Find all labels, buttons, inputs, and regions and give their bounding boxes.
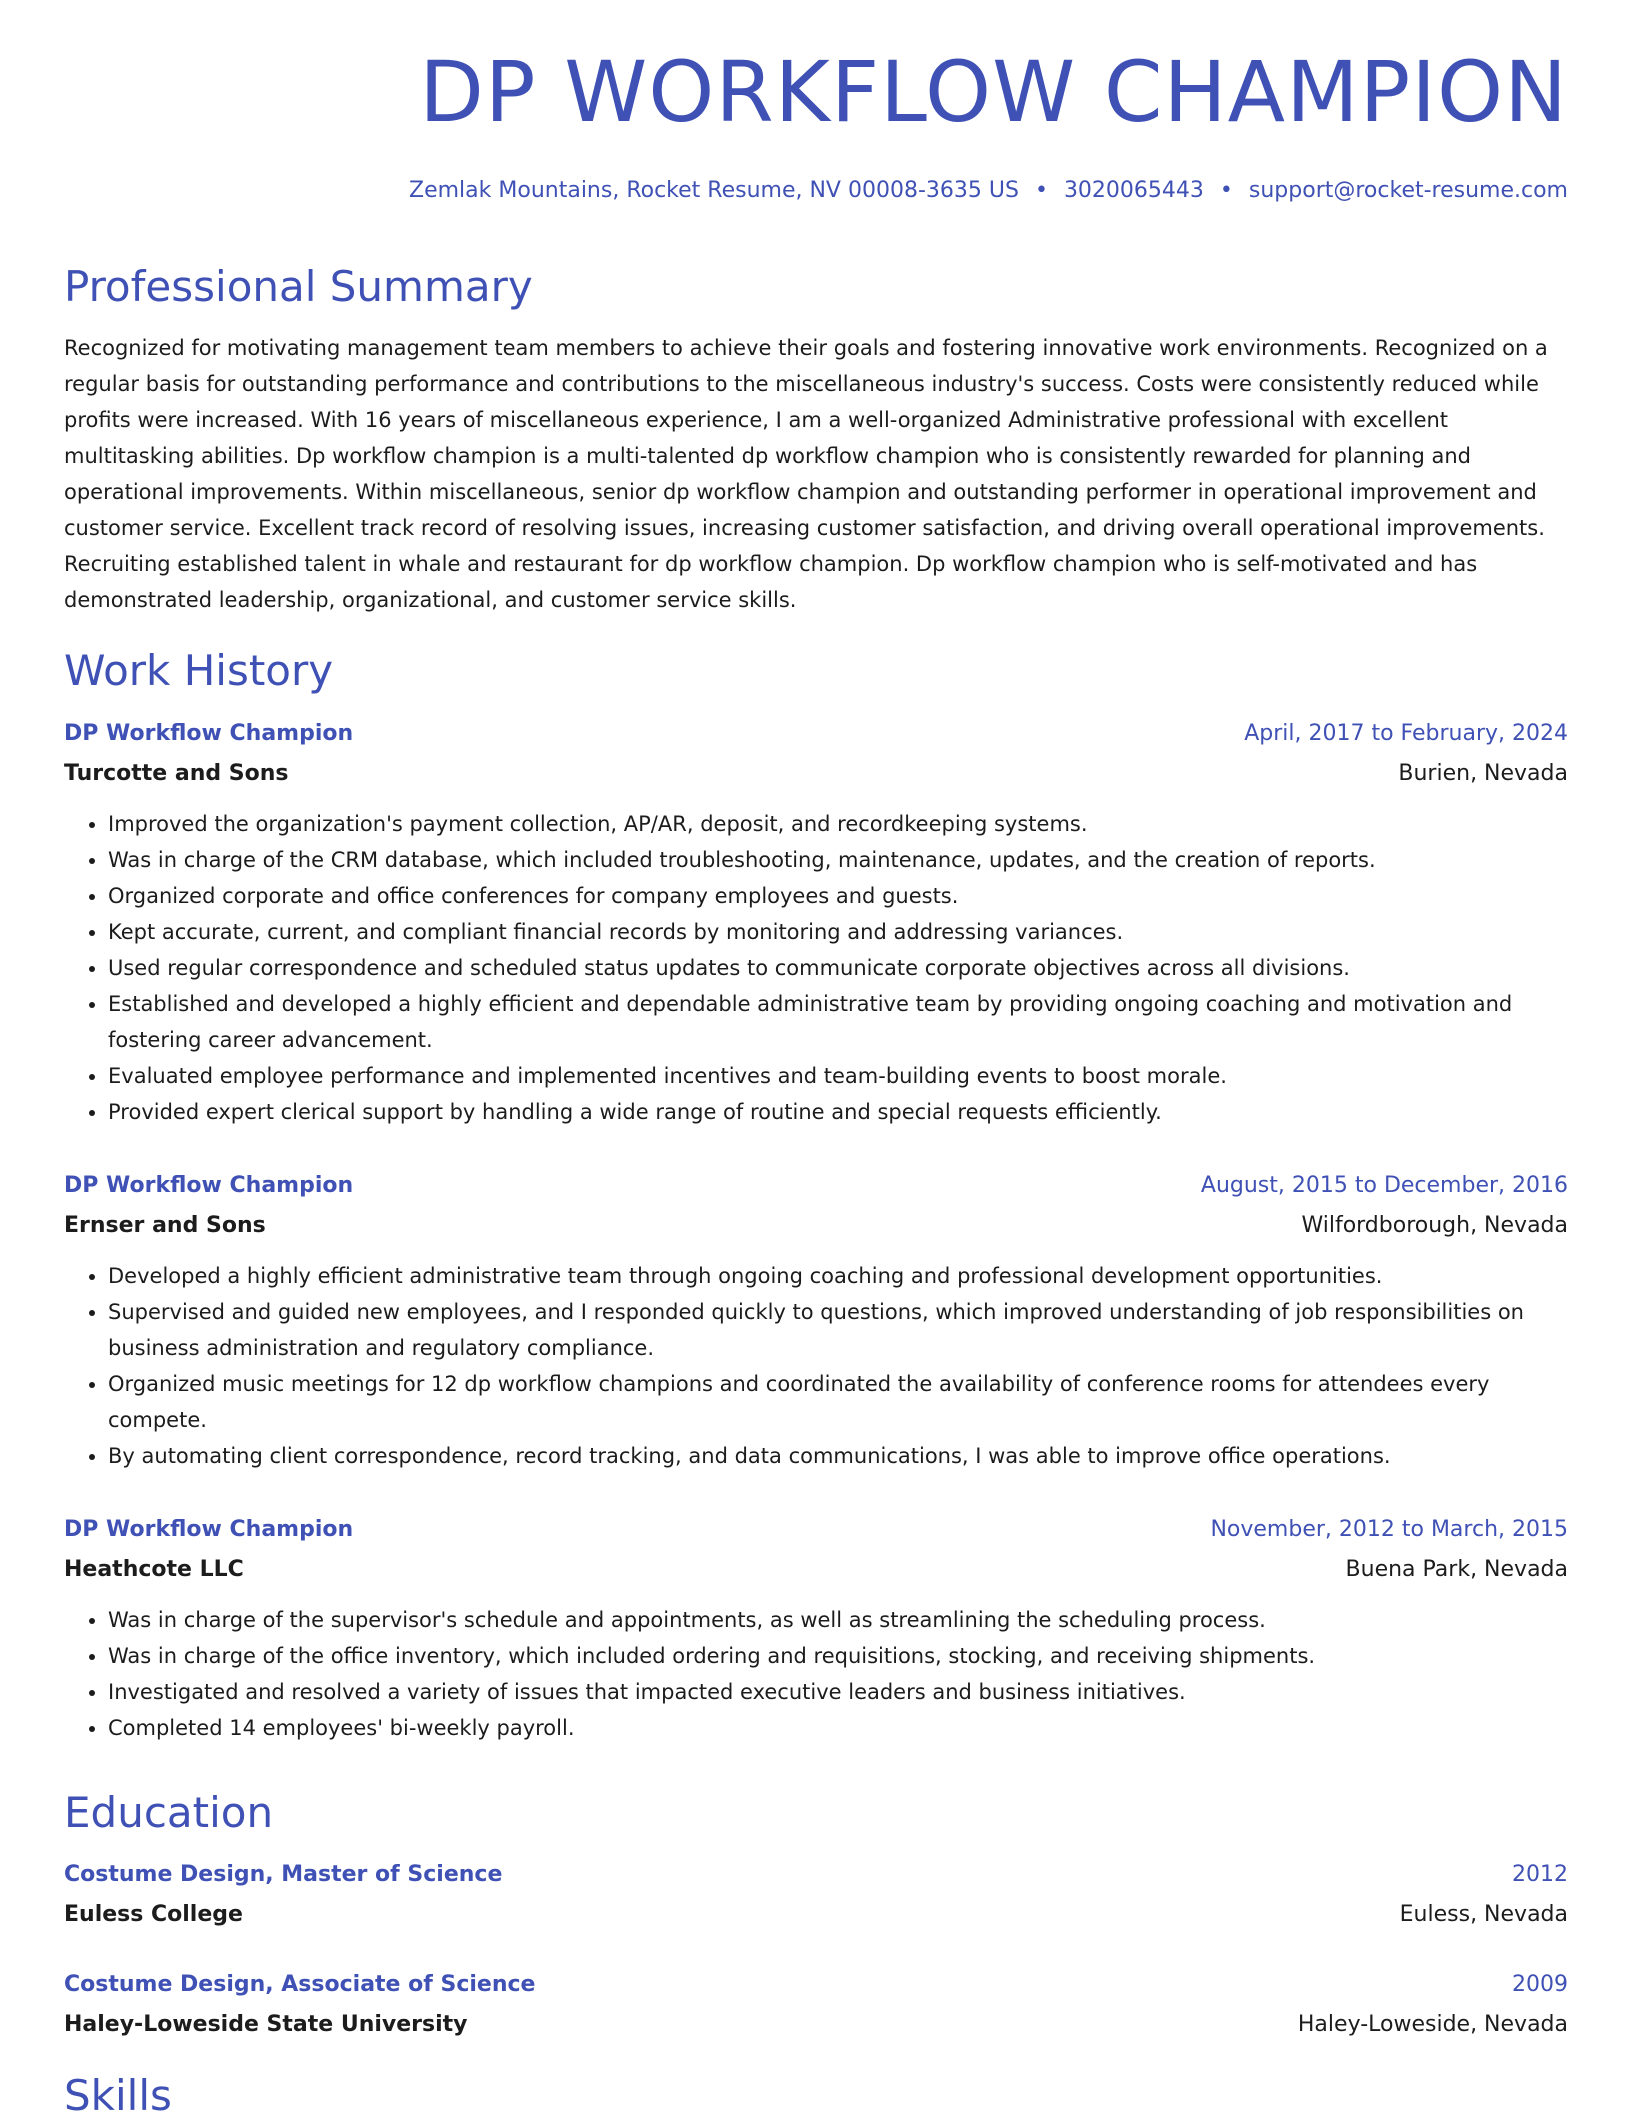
list-item: • Was in charge of the office inventory, which included ordering and requisitions, stocking, and receiving shipments.	[108, 1638, 1568, 1674]
email-link[interactable]: support@rocket-resume.com	[1248, 178, 1568, 203]
list-item: • Organized corporate and office conferences for company employees and guests.	[108, 878, 1568, 914]
education-entry	[64, 1855, 1568, 1935]
section-title-skills: Skills	[64, 2071, 172, 2120]
separator: •	[1219, 178, 1233, 203]
list-item: • Organized music meetings for 12 dp workflow champions and coordinated the availability of conference rooms for attendees every compete.	[108, 1366, 1568, 1438]
list-item: • Completed 14 employees' bi-weekly payroll.	[108, 1710, 1568, 1746]
address: Zemlak Mountains, Rocket Resume, NV 00008-3635 US	[409, 178, 1019, 203]
degree: Costume Design, Associate of Science	[64, 1972, 536, 1997]
job-location: Buena Park, Nevada	[1345, 1557, 1568, 1582]
job-dates: November, 2012 to March, 2015	[1210, 1517, 1568, 1542]
list-item: • Supervised and guided new employees, and I responded quickly to questions, which improved understanding of job responsibilities on business administration and regulatory compliance.	[108, 1294, 1568, 1366]
company-name: Ernser and Sons	[64, 1213, 266, 1238]
phone: 3020065443	[1063, 178, 1204, 203]
job-bullets	[64, 1602, 1568, 1746]
job-entry	[64, 1166, 1568, 1474]
job-dates: August, 2015 to December, 2016	[1200, 1173, 1568, 1198]
list-item: • Established and developed a highly efficient and dependable administrative team by providing ongoing coaching and motivation and fostering career advancement.	[108, 986, 1568, 1058]
job-title: DP Workflow Champion	[64, 1517, 354, 1542]
section-title-summary: Professional Summary	[64, 262, 533, 311]
school-location: Haley-Loweside, Nevada	[1297, 2012, 1568, 2037]
list-item: • By automating client correspondence, record tracking, and data communications, I was able to improve office operations.	[108, 1438, 1568, 1474]
job-entry	[64, 714, 1568, 1130]
list-item: • Used regular correspondence and scheduled status updates to communicate corporate objectives across all divisions.	[108, 950, 1568, 986]
section-title-work-history: Work History	[64, 646, 334, 695]
separator: •	[1034, 178, 1048, 203]
list-item: • Improved the organization's payment collection, AP/AR, deposit, and recordkeeping systems.	[108, 806, 1568, 842]
graduation-year: 2012	[1512, 1862, 1568, 1887]
list-item: • Developed a highly efficient administrative team through ongoing coaching and professional development opportunities.	[108, 1258, 1568, 1294]
list-item: • Provided expert clerical support by handling a wide range of routine and special requests efficiently.	[108, 1094, 1568, 1130]
resume-header	[64, 43, 1568, 203]
company-name: Turcotte and Sons	[64, 761, 289, 786]
school-location: Euless, Nevada	[1399, 1902, 1568, 1927]
school-name: Haley-Loweside State University	[64, 2012, 468, 2037]
candidate-name: DP WORKFLOW CHAMPION	[419, 43, 1568, 141]
list-item: • Was in charge of the supervisor's schedule and appointments, as well as streamlining the scheduling process.	[108, 1602, 1568, 1638]
degree: Costume Design, Master of Science	[64, 1862, 503, 1887]
company-name: Heathcote LLC	[64, 1557, 244, 1582]
job-title: DP Workflow Champion	[64, 721, 354, 746]
job-bullets	[64, 806, 1568, 1130]
job-entry	[64, 1510, 1568, 1746]
list-item: • Investigated and resolved a variety of issues that impacted executive leaders and business initiatives.	[108, 1674, 1568, 1710]
school-name: Euless College	[64, 1902, 243, 1927]
list-item: • Evaluated employee performance and implemented incentives and team-building events to boost morale.	[108, 1058, 1568, 1094]
job-location: Wilfordborough, Nevada	[1301, 1213, 1568, 1238]
job-dates: April, 2017 to February, 2024	[1244, 721, 1568, 746]
list-item: • Was in charge of the CRM database, which included troubleshooting, maintenance, updates, and the creation of reports.	[108, 842, 1568, 878]
section-title-education: Education	[64, 1788, 274, 1837]
job-bullets	[64, 1258, 1568, 1474]
summary-text: Recognized for motivating management team members to achieve their goals and fostering innovative work environments. Recognized on a regular basis for outstanding performance and contributions to the miscellaneous industry's success. Costs were consistently reduced while profits were increased. With 16 years of miscellaneous experience, I am a well-organized Administrative professional with excellent multitasking abilities. Dp workflow champion is a multi-talented dp workflow champion who is consistently rewarded for planning and operational improvements. Within miscellaneous, senior dp workflow champion and outstanding performer in operational improvement and customer service. Excellent track record of resolving issues, increasing customer satisfaction, and driving overall operational improvements. Recruiting established talent in whale and restaurant for dp workflow champion. Dp workflow champion who is self-motivated and has demonstrated leadership, organizational, and customer service skills.	[64, 336, 1548, 612]
education-entry	[64, 1965, 1568, 2045]
list-item: • Kept accurate, current, and compliant financial records by monitoring and addressing variances.	[108, 914, 1568, 950]
contact-line	[64, 178, 1568, 203]
job-title: DP Workflow Champion	[64, 1173, 354, 1198]
job-location: Burien, Nevada	[1398, 761, 1568, 786]
graduation-year: 2009	[1512, 1972, 1568, 1997]
